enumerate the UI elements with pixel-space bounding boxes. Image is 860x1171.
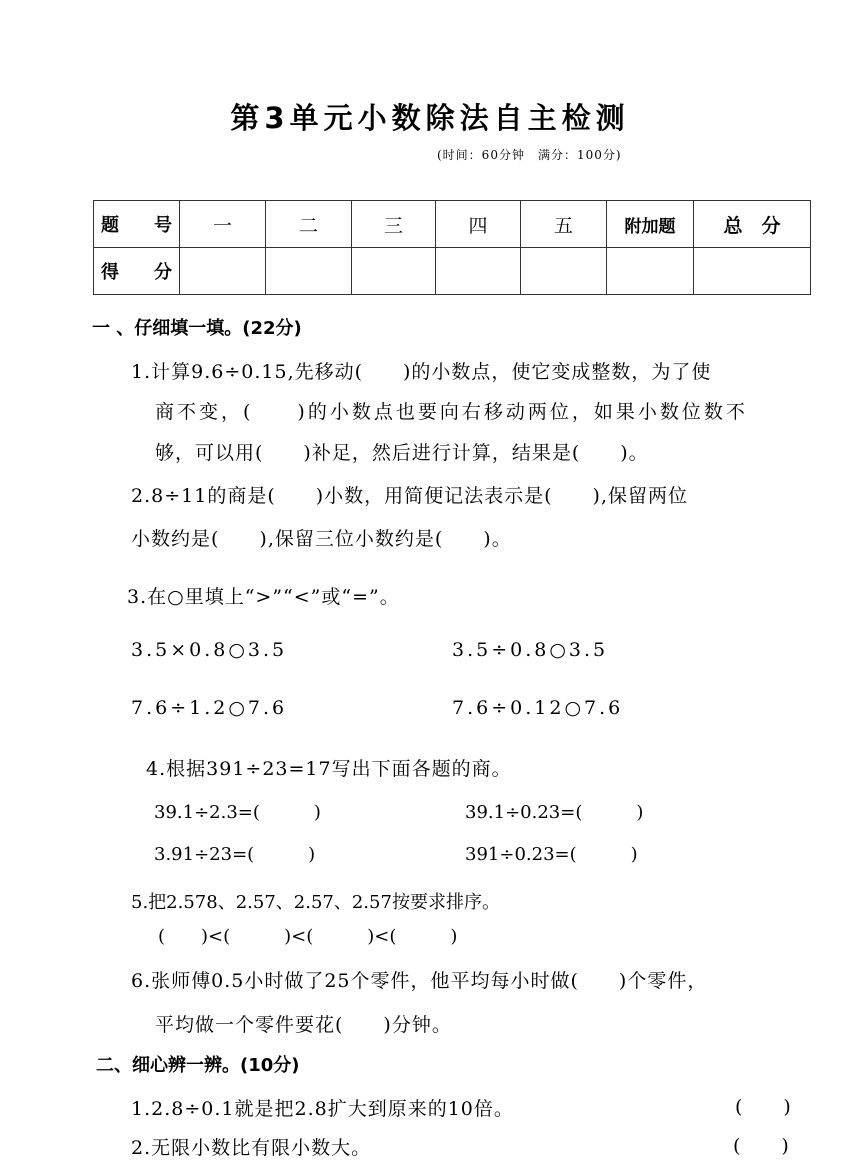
score-cell-blank[interactable] xyxy=(436,248,521,295)
q2-line2: 小数约是( ),保留三位小数约是( )。 xyxy=(131,528,512,550)
q3-item-a: 3.5×0.8○3.5 xyxy=(131,639,288,661)
q1-line1: 1.计算9.6÷0.15,先移动( )的小数点，使它变成整数，为了使 xyxy=(131,361,712,383)
s2-q2-answer[interactable]: ( ) xyxy=(733,1135,790,1157)
score-cell-blank[interactable] xyxy=(352,248,436,295)
score-cell-blank[interactable] xyxy=(607,248,694,295)
q6-line2: 平均做一个零件要花( )分钟。 xyxy=(155,1014,452,1036)
score-cell-blank[interactable] xyxy=(266,248,352,295)
q2-line1: 2.8÷11的商是( )小数，用简便记法表示是( ),保留两位 xyxy=(131,485,689,507)
q4-item-d: 391÷0.23=( ) xyxy=(465,844,638,865)
s2-q1-text: 1.2.8÷0.1就是把2.8扩大到原来的10倍。 xyxy=(131,1098,514,1120)
q4-item-c: 3.91÷23=( ) xyxy=(154,844,316,865)
q5-stem: 5.把2.578、2.57、2.57、2.57按要求排序。 xyxy=(131,892,500,913)
q3-item-d: 7.6÷0.12○7.6 xyxy=(452,697,624,719)
score-cell-header: 五 xyxy=(521,201,607,248)
s2-q2-text: 2.无限小数比有限小数大。 xyxy=(131,1137,372,1159)
score-table xyxy=(93,200,811,295)
score-table-header-row xyxy=(94,201,811,248)
q3-item-b: 3.5÷0.8○3.5 xyxy=(452,639,609,661)
score-cell-header: 附加题 xyxy=(607,201,694,248)
s2-q1-answer[interactable]: ( ) xyxy=(735,1096,792,1118)
score-cell-blank[interactable] xyxy=(521,248,607,295)
q5-order: ( )<( )<( )<( ) xyxy=(158,926,458,947)
q1-line3: 够，可以用( )补足，然后进行计算，结果是( )。 xyxy=(155,442,649,464)
score-cell-blank[interactable] xyxy=(180,248,266,295)
q3-stem: 3.在○里填上“>”“<”或“=”。 xyxy=(127,586,400,608)
score-cell-header: 四 xyxy=(436,201,521,248)
section2-heading: 二、细心辨一辨。(10分) xyxy=(96,1055,300,1076)
score-cell-header: 二 xyxy=(266,201,352,248)
exam-info: (时间：60分钟 满分：100分) xyxy=(437,148,622,162)
q1-line2: 商不变，( )的小数点也要向右移动两位，如果小数位数不 xyxy=(155,401,748,423)
score-cell-header: 一 xyxy=(180,201,266,248)
score-table-score-row xyxy=(94,248,811,295)
q6-line1: 6.张师傅0.5小时做了25个零件，他平均每小时做( )个零件， xyxy=(131,970,708,992)
score-cell-blank[interactable] xyxy=(694,248,811,295)
q4-item-b: 39.1÷0.23=( ) xyxy=(465,802,644,823)
q3-item-c: 7.6÷1.2○7.6 xyxy=(131,697,288,719)
q4-item-a: 39.1÷2.3=( ) xyxy=(154,802,321,823)
page-title: 第3单元小数除法自主检测 xyxy=(230,101,630,135)
score-cell-label: 得 分 xyxy=(94,248,180,295)
section1-heading: 一 、仔细填一填。(22分) xyxy=(92,318,302,339)
score-cell-header: 总 分 xyxy=(694,201,811,248)
q4-stem: 4.根据391÷23=17写出下面各题的商。 xyxy=(146,758,512,780)
score-cell-label: 题 号 xyxy=(94,201,180,248)
score-cell-header: 三 xyxy=(352,201,436,248)
